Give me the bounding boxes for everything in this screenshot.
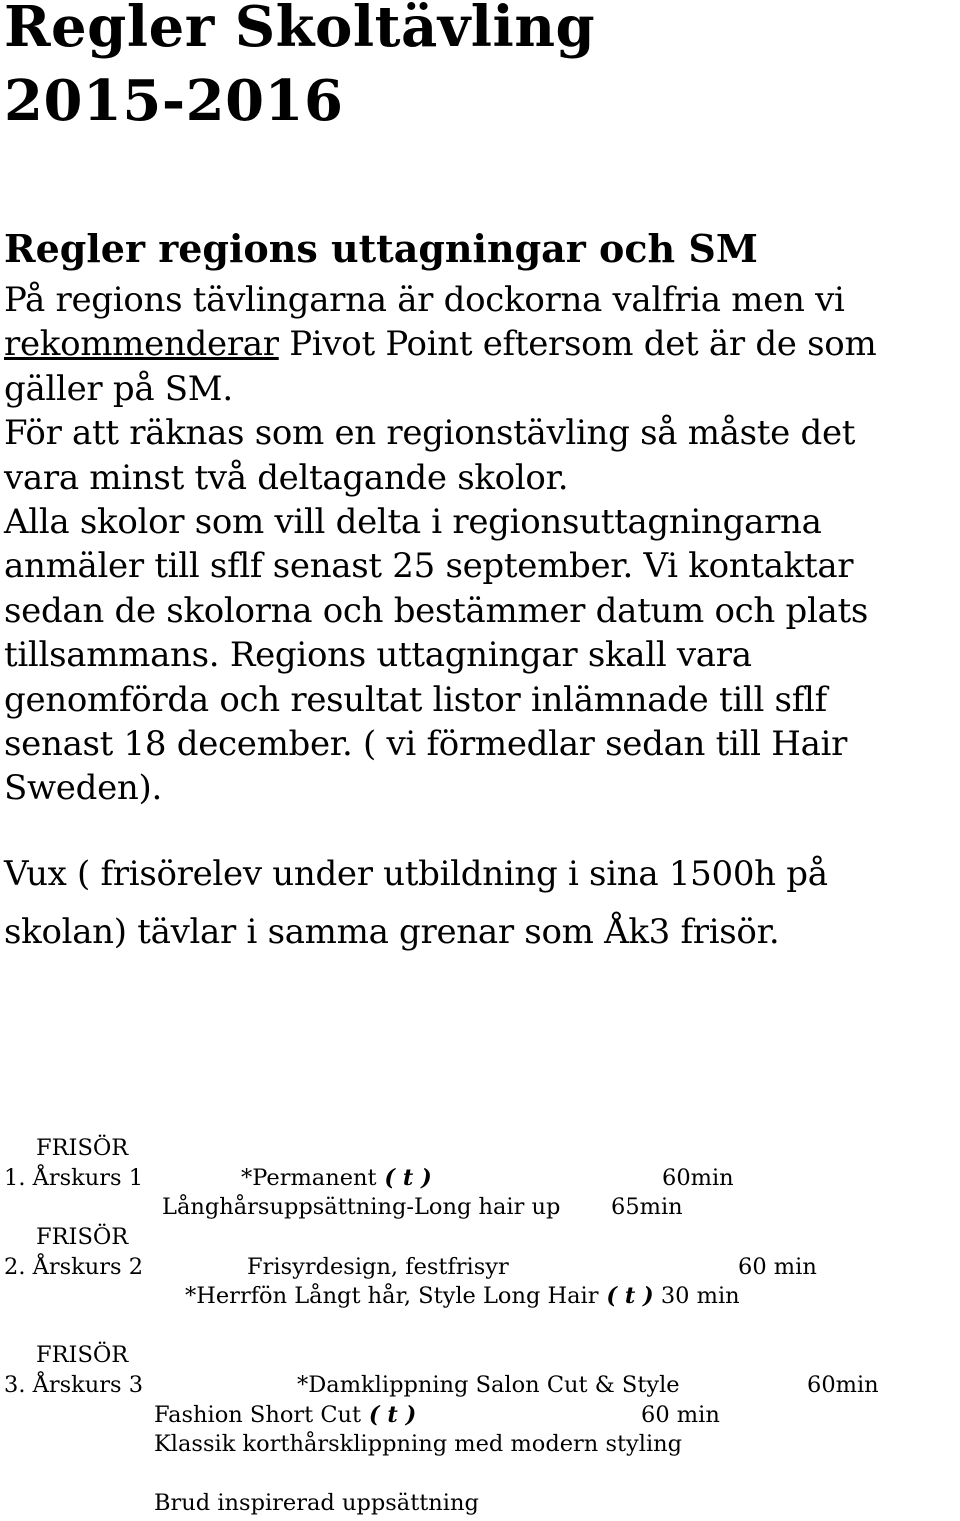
year3-event-3: Klassik korthårsklippning med modern styling xyxy=(154,1431,683,1457)
paragraph-line: tillsammans. Regions uttagningar skall vara xyxy=(4,635,752,676)
paragraph-line: vara minst två deltagande skolor. xyxy=(4,457,569,498)
year3-event-2-time: 60 min xyxy=(641,1402,720,1428)
year2-event-1: Frisyrdesign, festfrisyr xyxy=(247,1254,509,1280)
page-title-line-1: Regler Skoltävling xyxy=(4,0,596,60)
year2-course: 2. Årskurs 2 xyxy=(4,1254,144,1280)
year1-event-1 xyxy=(241,1165,432,1191)
paragraph-line xyxy=(4,322,960,366)
paragraph-line: På regions tävlingarna är dockorna valfria men vi xyxy=(4,280,845,320)
paragraph-line: gäller på SM. xyxy=(4,368,233,409)
vux-line-2: skolan) tävlar i samma grenar som Åk3 frisör. xyxy=(4,912,780,952)
star-marker: * xyxy=(241,1165,253,1191)
paragraph-line: sedan de skolorna och bestämmer datum och plats xyxy=(4,590,869,631)
year3-frisor-label: FRISÖR xyxy=(36,1342,129,1368)
vux-line-1: Vux ( frisörelev under utbildning i sina 1500h på xyxy=(4,854,828,894)
paragraph-line: För att räknas som en regionstävling så måste det xyxy=(4,413,856,454)
paragraph-line: anmäler till sflf senast 25 september. Vi kontaktar xyxy=(4,546,854,587)
theory-tag: ( t ) xyxy=(361,1402,417,1428)
year3-event-1-time: 60min xyxy=(807,1372,879,1398)
paragraph-line: Sweden). xyxy=(4,768,162,809)
year3-event-2 xyxy=(154,1402,416,1428)
section-heading: Regler regions uttagningar och SM xyxy=(4,226,758,271)
event-name: Fashion Short Cut xyxy=(154,1402,362,1428)
event-name: *Herrfön Långt hår, Style Long Hair xyxy=(185,1283,599,1309)
year1-event-2-time: 65min xyxy=(611,1194,683,1220)
star-marker: * xyxy=(297,1372,309,1398)
year3-event-4: Brud inspirerad uppsättning xyxy=(154,1490,479,1516)
year3-course: 3. Årskurs 3 xyxy=(4,1372,144,1398)
year1-event-1-time: 60min xyxy=(662,1165,734,1191)
paragraph-line-rest: Pivot Point eftersom det är de som xyxy=(278,324,877,365)
year1-event-2: Långhårsuppsättning-Long hair up xyxy=(162,1194,561,1220)
rules-paragraph xyxy=(4,278,960,811)
year2-event-1-time: 60 min xyxy=(738,1254,817,1280)
event-name: Permanent xyxy=(252,1165,377,1191)
year1-frisor-label: FRISÖR xyxy=(36,1135,129,1161)
event-name: Damklippning Salon Cut & Style xyxy=(308,1372,680,1398)
year3-event-1 xyxy=(297,1372,680,1398)
paragraph-line: genomförda och resultat listor inlämnade till sflf xyxy=(4,679,827,720)
theory-tag: ( t ) xyxy=(598,1283,654,1309)
underlined-word: rekommenderar xyxy=(4,324,279,365)
year2-frisor-label: FRISÖR xyxy=(36,1224,129,1250)
paragraph-line: Alla skolor som vill delta i regionsuttagningarna xyxy=(4,502,822,543)
paragraph-line: senast 18 december. ( vi förmedlar sedan till Hair xyxy=(4,724,848,765)
year2-event-2 xyxy=(185,1283,740,1309)
theory-tag: ( t ) xyxy=(376,1165,432,1191)
year1-course: 1. Årskurs 1 xyxy=(4,1165,144,1191)
page-title-line-2: 2015-2016 xyxy=(4,68,344,134)
event-time: 30 min xyxy=(653,1283,740,1309)
